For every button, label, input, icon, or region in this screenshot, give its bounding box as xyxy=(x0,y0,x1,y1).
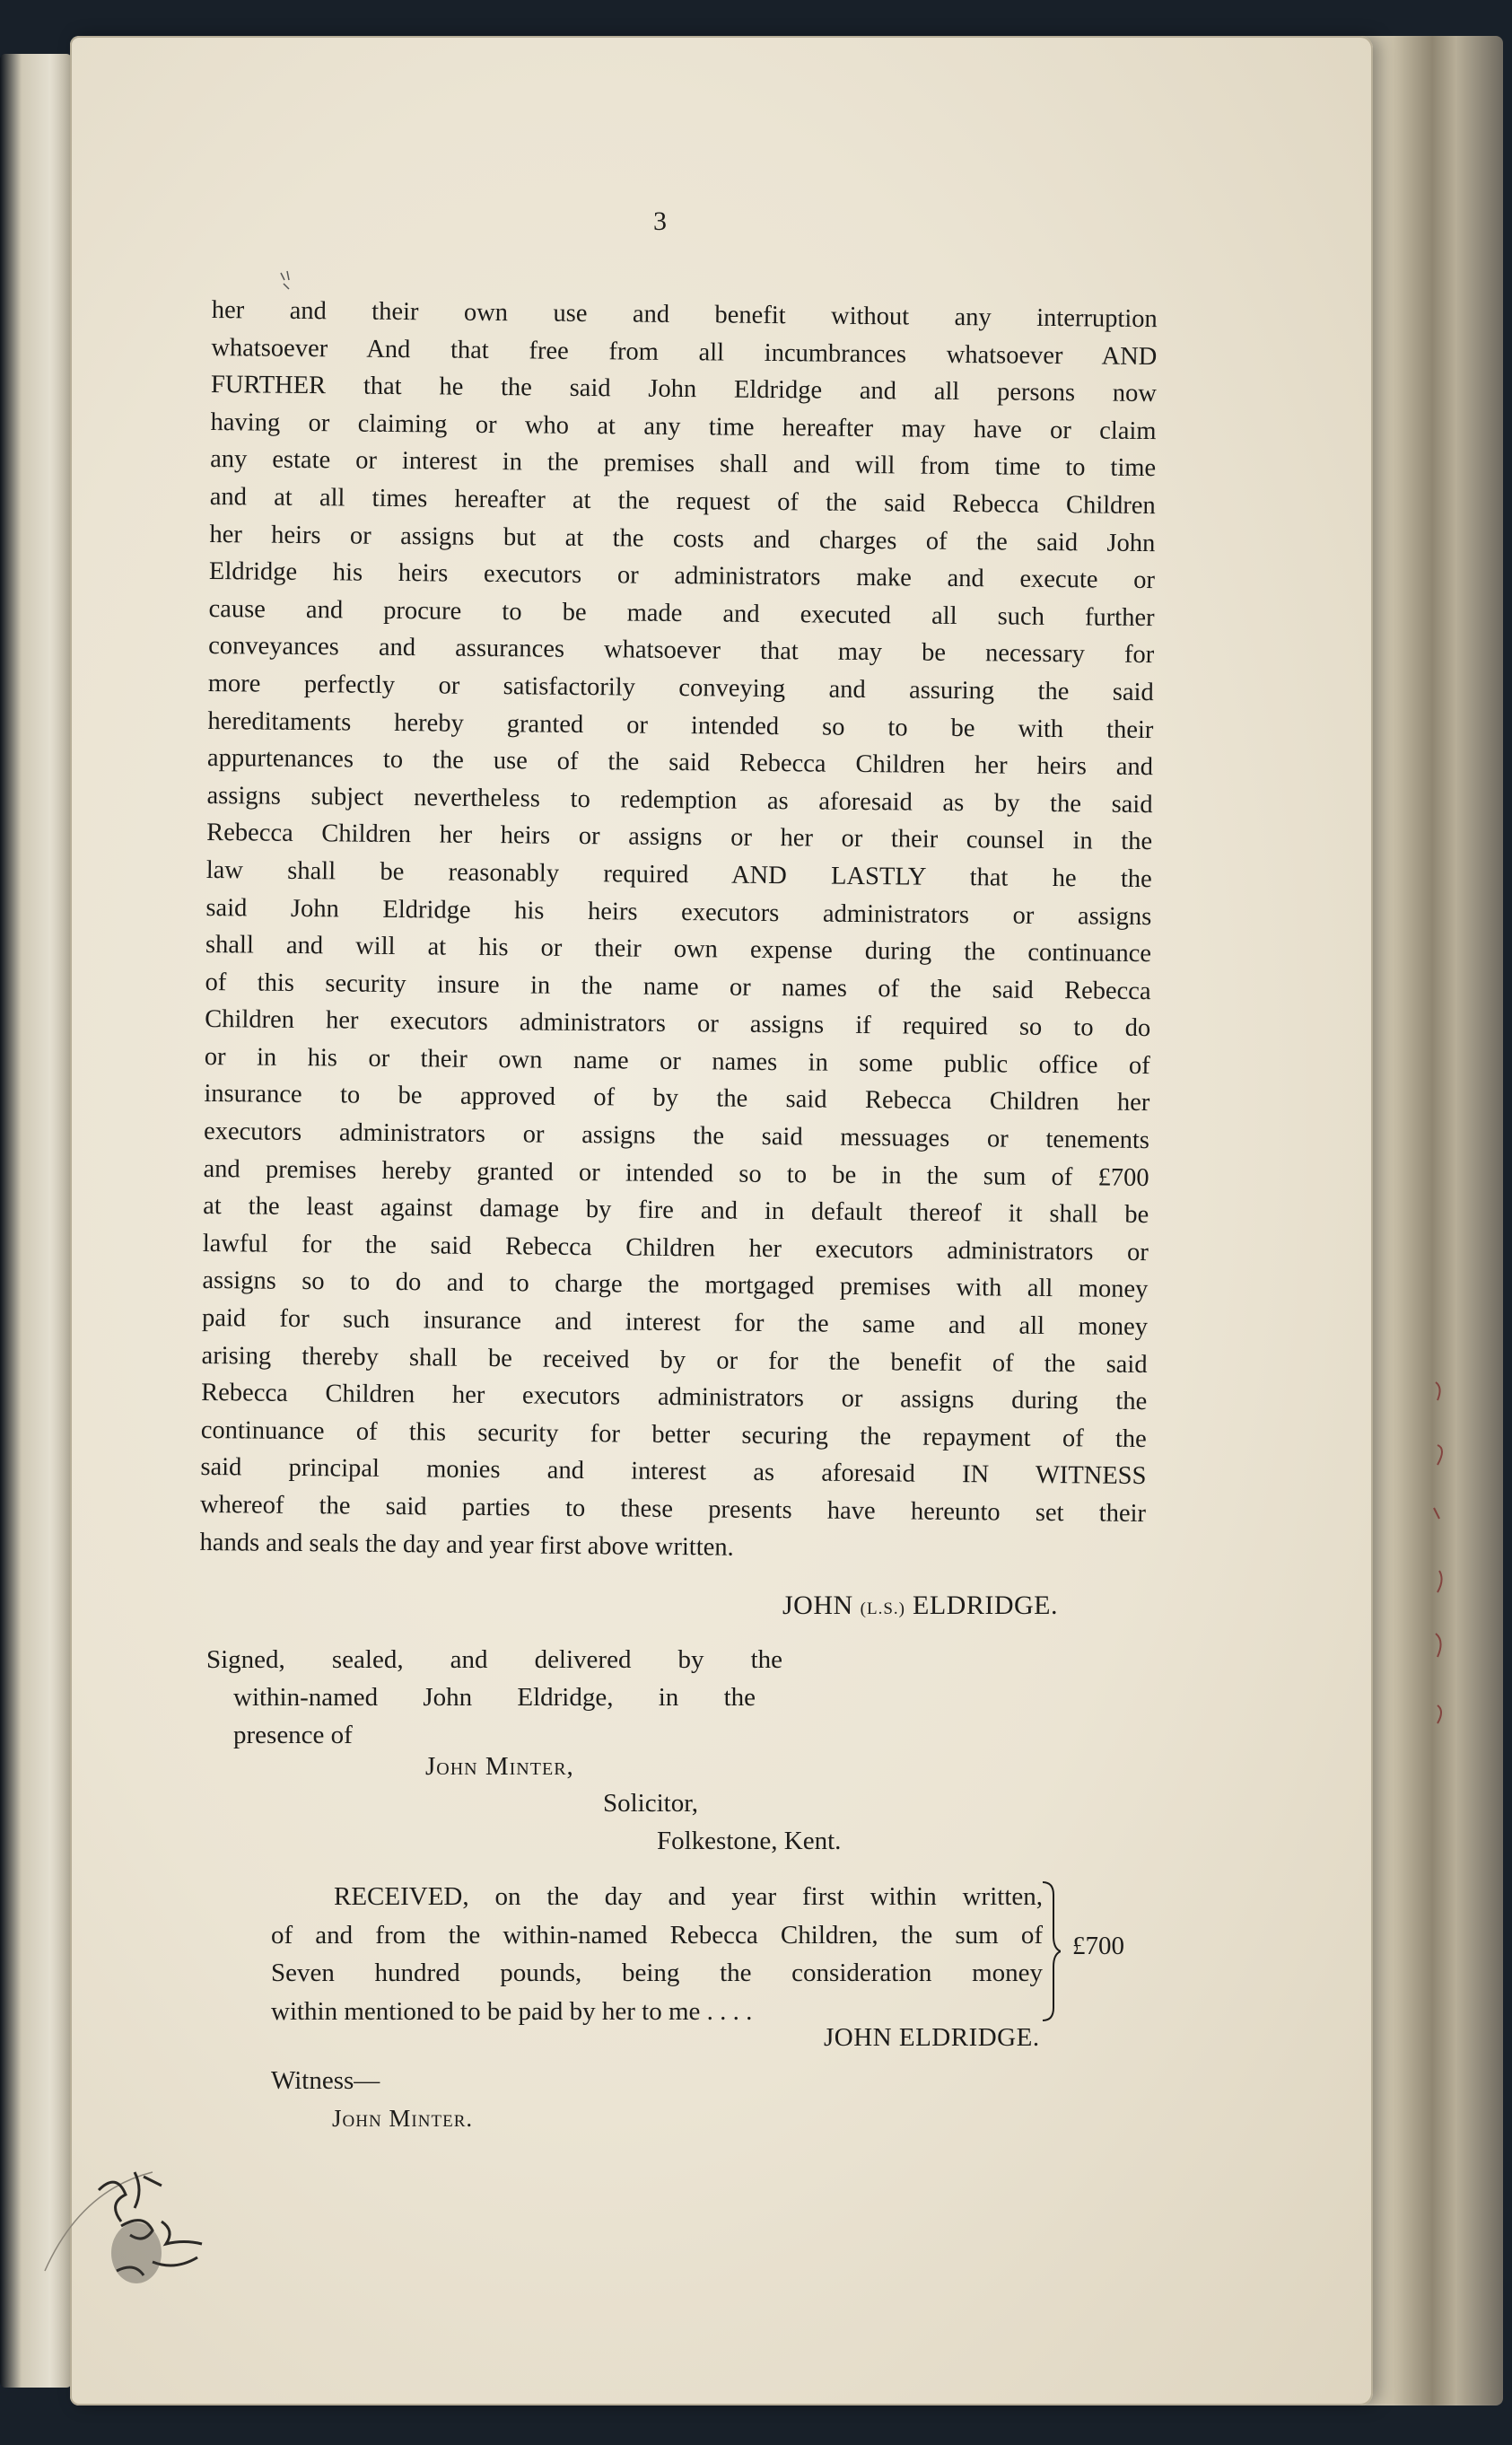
body-line: said principal monies and interest as aforesaid IN WITNESS xyxy=(200,1453,1147,1491)
curly-brace xyxy=(1041,1880,1061,2022)
signature-last-name: ELDRIDGE. xyxy=(913,1591,1058,1620)
body-line: conveyances and assurances whatsoever that may be necessary for xyxy=(208,632,1155,670)
seal-mark: (L.S.) xyxy=(860,1599,905,1618)
ink-speck xyxy=(278,269,294,293)
receipt-clause xyxy=(271,1878,1043,2030)
body-line: having or claiming or who at any time hereafter may have or claim xyxy=(210,408,1157,445)
body-line: executors administrators or assigns the said messuages or tenements xyxy=(203,1117,1150,1155)
body-line: at the least against damage by fire and in default thereof it shall be xyxy=(203,1192,1149,1230)
body-line: and at all times hereafter at the request of the said Rebecca Children xyxy=(209,482,1156,521)
body-line: any estate or interest in the premises shall and will from time to time xyxy=(210,445,1157,483)
signature-first-name: JOHN xyxy=(782,1591,853,1620)
body-line: cause and procure to be made and executed all such further xyxy=(208,594,1155,632)
body-line: lawful for the said Rebecca Children her executors administrators or xyxy=(202,1229,1149,1266)
receipt-witness-name: John Minter. xyxy=(332,2105,474,2132)
body-line: her heirs or assigns but at the costs and charges of the said John xyxy=(209,520,1156,557)
receipt-line: RECEIVED, on the day and year first within written, xyxy=(334,1882,1043,1911)
receipt-line: Seven hundred pounds, being the consideration money xyxy=(271,1959,1043,1987)
receipt-line: of and from the within-named Rebecca Children, the sum of xyxy=(271,1920,1043,1950)
body-line: insurance to be approved of by the said Rebecca Children her xyxy=(204,1080,1150,1117)
body-line: of this security insure in the name or names of the said Rebecca xyxy=(205,968,1151,1005)
body-line: more perfectly or satisfactorily conveying and assuring the said xyxy=(207,669,1154,707)
book-spine-edge xyxy=(0,54,72,2388)
body-line: law shall be reasonably required AND LASTLY that he the xyxy=(205,855,1152,893)
body-line: Eldridge his heirs executors or administrators make and execute or xyxy=(208,557,1156,595)
body-line: hereditaments hereby granted or intended so to be with their xyxy=(207,706,1154,744)
page-number: 3 xyxy=(653,206,667,236)
witness-label: Witness— xyxy=(271,2066,380,2095)
body-line: her and their own use and benefit without any interruption xyxy=(211,295,1158,334)
body-line: appurtenances to the use of the said Rebecca Children her heirs and xyxy=(206,744,1154,782)
body-line: Rebecca Children her executors administrators or assigns during the xyxy=(201,1379,1148,1416)
body-line: Children her executors administrators or assigns if required so to do xyxy=(205,1005,1151,1043)
receipt-signature: JOHN ELDRIDGE. xyxy=(824,2023,1040,2052)
body-line: whereof the said parties to these presents have hereunto set their xyxy=(199,1490,1147,1529)
body-line: hands and seals the day and year first above written. xyxy=(199,1528,734,1562)
attestation-line: presence of xyxy=(233,1721,353,1749)
body-line: said John Eldridge his heirs executors administrators or assigns xyxy=(205,893,1152,931)
body-line: continuance of this security for better securing the repayment of the xyxy=(200,1415,1147,1453)
witness-name: John Minter, xyxy=(425,1752,574,1781)
body-line: and premises hereby granted or intended so to be in the sum of £700 xyxy=(203,1154,1149,1192)
witness-place: Folkestone, Kent. xyxy=(657,1827,842,1855)
attestation-line: Signed, sealed, and delivered by the xyxy=(206,1645,782,1674)
body-line: Rebecca Children her heirs or assigns or her or their counsel in the xyxy=(206,819,1153,856)
body-line: assigns so to do and to charge the mortgaged premises with all money xyxy=(202,1266,1149,1304)
attestation-line: within-named John Eldridge, in the xyxy=(233,1683,756,1712)
deed-body-text xyxy=(199,292,1158,1570)
body-line: or in his or their own name or names in some public office of xyxy=(204,1042,1150,1080)
body-line: assigns subject nevertheless to redemption as aforesaid as by the said xyxy=(206,781,1153,819)
body-line: shall and will at his or their own expense during the continuance xyxy=(205,931,1152,968)
receipt-amount: £700 xyxy=(1072,1932,1124,1960)
attestation-clause xyxy=(206,1641,817,1754)
body-line: whatsoever And that free from all incumbrances whatsoever AND xyxy=(211,333,1158,371)
margin-annotation-marks xyxy=(1427,1364,1499,1768)
body-line: arising thereby shall be received by or for the benefit of the said xyxy=(201,1341,1148,1379)
body-line: paid for such insurance and interest for the same and all money xyxy=(201,1303,1149,1342)
grantor-signature xyxy=(782,1591,1058,1621)
witness-title: Solicitor, xyxy=(603,1789,698,1818)
body-line: FURTHER that he the said John Eldridge and all persons now xyxy=(210,371,1158,408)
receipt-line: within mentioned to be paid by her to me . . . . xyxy=(271,1996,753,2026)
handwritten-stamp-mark xyxy=(36,2136,242,2316)
